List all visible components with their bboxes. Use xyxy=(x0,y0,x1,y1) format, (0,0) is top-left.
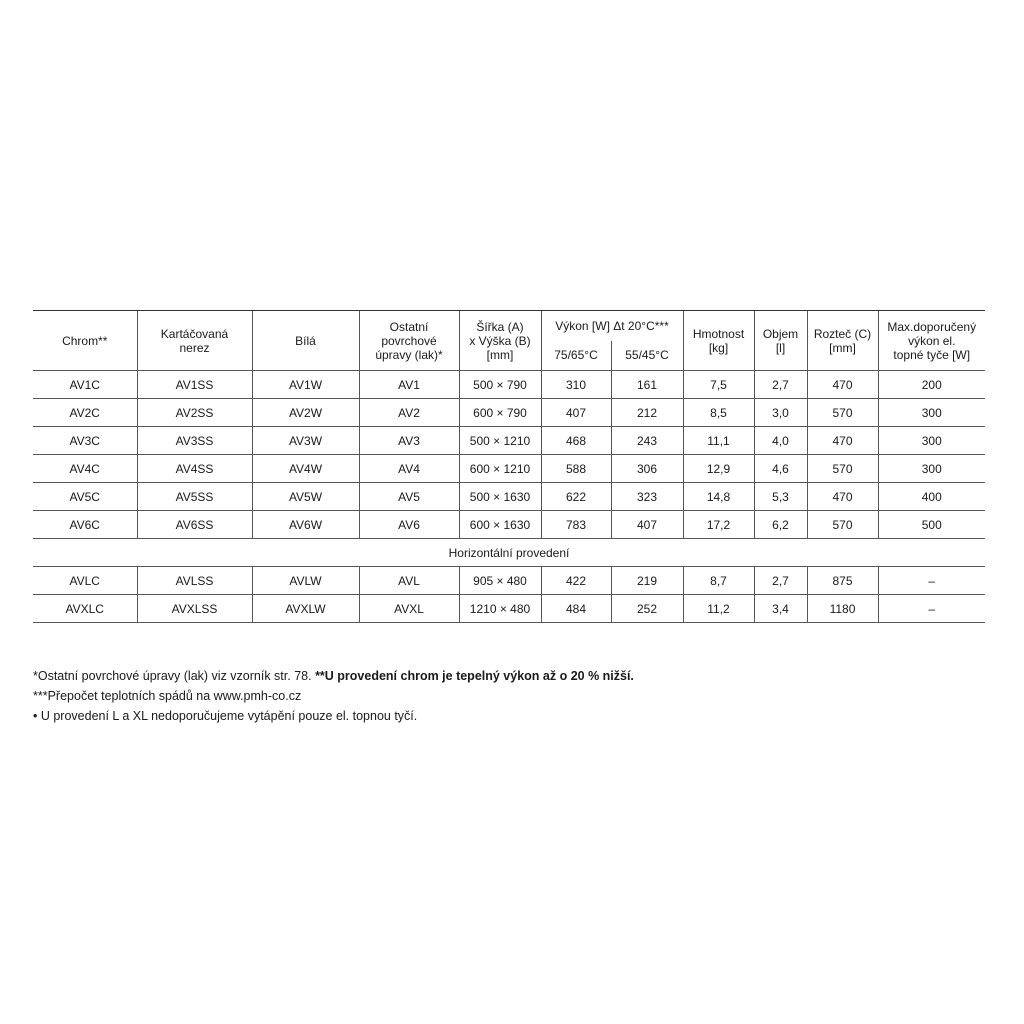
footnote-2: ***Přepočet teplotních spádů na www.pmh-co.cz xyxy=(33,689,302,703)
table-row xyxy=(33,483,985,511)
table-cell: 3,4 xyxy=(754,595,807,623)
table-cell: AV2C xyxy=(33,399,137,427)
table-cell: AV3W xyxy=(252,427,359,455)
header-line: [mm] xyxy=(486,347,514,362)
table-cell: 5,3 xyxy=(754,483,807,511)
table-cell: AV1W xyxy=(252,371,359,399)
table-cell: 1180 xyxy=(807,595,878,623)
table-cell: 1210 × 480 xyxy=(459,595,541,623)
table-row xyxy=(33,399,985,427)
table-cell: AV1C xyxy=(33,371,137,399)
header-sirka xyxy=(459,311,541,371)
table-cell: AV1 xyxy=(359,371,459,399)
table-cell: 470 xyxy=(807,371,878,399)
table-cell: AV3SS xyxy=(137,427,252,455)
table-cell: AV2SS xyxy=(137,399,252,427)
table-cell: AV6W xyxy=(252,511,359,539)
table-cell: 252 xyxy=(611,595,683,623)
header-line: Kartáčovaná xyxy=(160,326,229,341)
table-header xyxy=(33,311,985,371)
table-cell: AVXLW xyxy=(252,595,359,623)
header-line: [kg] xyxy=(708,340,729,355)
table-cell: 468 xyxy=(541,427,611,455)
table-cell: AV4 xyxy=(359,455,459,483)
header-kartacovana xyxy=(137,311,252,371)
table-cell: 8,7 xyxy=(683,567,754,595)
table-cell: 622 xyxy=(541,483,611,511)
header-max xyxy=(878,311,985,371)
table-cell: 570 xyxy=(807,455,878,483)
header-line: Ostatní xyxy=(389,319,429,334)
table-cell: 470 xyxy=(807,483,878,511)
table-cell: – xyxy=(878,595,985,623)
table-cell: 600 × 1630 xyxy=(459,511,541,539)
table-cell: 500 × 1630 xyxy=(459,483,541,511)
header-line: [l] xyxy=(775,340,786,355)
section-row xyxy=(33,539,985,567)
table-row xyxy=(33,371,985,399)
table-cell: 400 xyxy=(878,483,985,511)
table-cell: 323 xyxy=(611,483,683,511)
table-cell: 17,2 xyxy=(683,511,754,539)
table-cell: 300 xyxy=(878,399,985,427)
table-cell: 300 xyxy=(878,427,985,455)
table-cell: 12,9 xyxy=(683,455,754,483)
footnote-1 xyxy=(33,666,634,686)
header-line: Rozteč (C) xyxy=(813,326,872,341)
table-cell: 407 xyxy=(541,399,611,427)
table-cell: AV4SS xyxy=(137,455,252,483)
table-cell: 200 xyxy=(878,371,985,399)
table-cell: AVLC xyxy=(33,567,137,595)
table-cell: AVXL xyxy=(359,595,459,623)
header-vykon: Výkon [W] Δt 20°C*** xyxy=(541,311,683,341)
table-cell: 570 xyxy=(807,511,878,539)
table-cell: 219 xyxy=(611,567,683,595)
table-cell: AVLSS xyxy=(137,567,252,595)
table-cell: AV5C xyxy=(33,483,137,511)
header-line: Objem xyxy=(762,326,799,341)
table-cell: AVXLC xyxy=(33,595,137,623)
table-cell: 407 xyxy=(611,511,683,539)
footnotes xyxy=(33,666,634,726)
table-cell: 570 xyxy=(807,399,878,427)
table-cell: 588 xyxy=(541,455,611,483)
table-row xyxy=(33,595,985,623)
table-cell: AV4C xyxy=(33,455,137,483)
table-row xyxy=(33,455,985,483)
table-cell: 422 xyxy=(541,567,611,595)
table-cell: AV1SS xyxy=(137,371,252,399)
header-ostatni xyxy=(359,311,459,371)
table-cell: AV6C xyxy=(33,511,137,539)
table-row xyxy=(33,427,985,455)
table-cell: 310 xyxy=(541,371,611,399)
header-line: Max.doporučený xyxy=(887,319,977,334)
table-cell: AV3 xyxy=(359,427,459,455)
header-line: Hmotnost xyxy=(692,326,745,341)
table-cell: 243 xyxy=(611,427,683,455)
table-cell: 500 × 790 xyxy=(459,371,541,399)
table-cell: 2,7 xyxy=(754,371,807,399)
header-hmotnost xyxy=(683,311,754,371)
table-cell: 14,8 xyxy=(683,483,754,511)
table-cell: 4,6 xyxy=(754,455,807,483)
footnote-1-text: *Ostatní povrchové úpravy (lak) viz vzorník str. 78. xyxy=(33,669,316,683)
table-cell: 600 × 790 xyxy=(459,399,541,427)
table-cell: 4,0 xyxy=(754,427,807,455)
table-cell: AV2W xyxy=(252,399,359,427)
header-line: nerez xyxy=(179,340,210,355)
table-row xyxy=(33,567,985,595)
header-line: úpravy (lak)* xyxy=(375,347,443,362)
table-cell: 306 xyxy=(611,455,683,483)
header-line: x Výška (B) xyxy=(469,333,531,348)
table-cell: 161 xyxy=(611,371,683,399)
table-cell: 905 × 480 xyxy=(459,567,541,595)
header-line: povrchové xyxy=(381,333,437,348)
spec-table xyxy=(33,310,985,623)
table-cell: 500 xyxy=(878,511,985,539)
table-cell: 484 xyxy=(541,595,611,623)
table-cell: AVLW xyxy=(252,567,359,595)
table-cell: 6,2 xyxy=(754,511,807,539)
table-cell: AVXLSS xyxy=(137,595,252,623)
table-cell: AV6 xyxy=(359,511,459,539)
table-cell: AV5W xyxy=(252,483,359,511)
table-cell: 300 xyxy=(878,455,985,483)
table-cell: 11,1 xyxy=(683,427,754,455)
table-row xyxy=(33,511,985,539)
table-cell: AV5SS xyxy=(137,483,252,511)
table-cell: – xyxy=(878,567,985,595)
section-label: Horizontální provedení xyxy=(33,539,985,567)
header-line: topné tyče [W] xyxy=(893,347,971,362)
table-cell: 783 xyxy=(541,511,611,539)
header-chrom: Chrom** xyxy=(33,311,137,371)
header-objem xyxy=(754,311,807,371)
header-vykon-55: 55/45°C xyxy=(611,341,683,371)
table-cell: 2,7 xyxy=(754,567,807,595)
header-bila: Bílá xyxy=(252,311,359,371)
table-cell: AV5 xyxy=(359,483,459,511)
table-cell: AV3C xyxy=(33,427,137,455)
table-cell: 212 xyxy=(611,399,683,427)
table-body xyxy=(33,371,985,623)
table-cell: 8,5 xyxy=(683,399,754,427)
footnote-3: • U provedení L a XL nedoporučujeme vytápění pouze el. topnou tyčí. xyxy=(33,709,418,723)
table-cell: 875 xyxy=(807,567,878,595)
table-cell: 600 × 1210 xyxy=(459,455,541,483)
table-cell: 7,5 xyxy=(683,371,754,399)
table-cell: 500 × 1210 xyxy=(459,427,541,455)
table-cell: AV2 xyxy=(359,399,459,427)
header-line: [mm] xyxy=(829,340,856,355)
table-cell: 11,2 xyxy=(683,595,754,623)
header-vykon-75: 75/65°C xyxy=(541,341,611,371)
table-cell: AV6SS xyxy=(137,511,252,539)
table-cell: 470 xyxy=(807,427,878,455)
header-roztec xyxy=(807,311,878,371)
table-cell: AVL xyxy=(359,567,459,595)
footnote-1-bold: **U provedení chrom je tepelný výkon až o 20 % nižší. xyxy=(315,669,634,683)
header-line: výkon el. xyxy=(908,333,956,348)
table-cell: AV4W xyxy=(252,455,359,483)
table-cell: 3,0 xyxy=(754,399,807,427)
header-line: Šířka (A) xyxy=(476,319,524,334)
